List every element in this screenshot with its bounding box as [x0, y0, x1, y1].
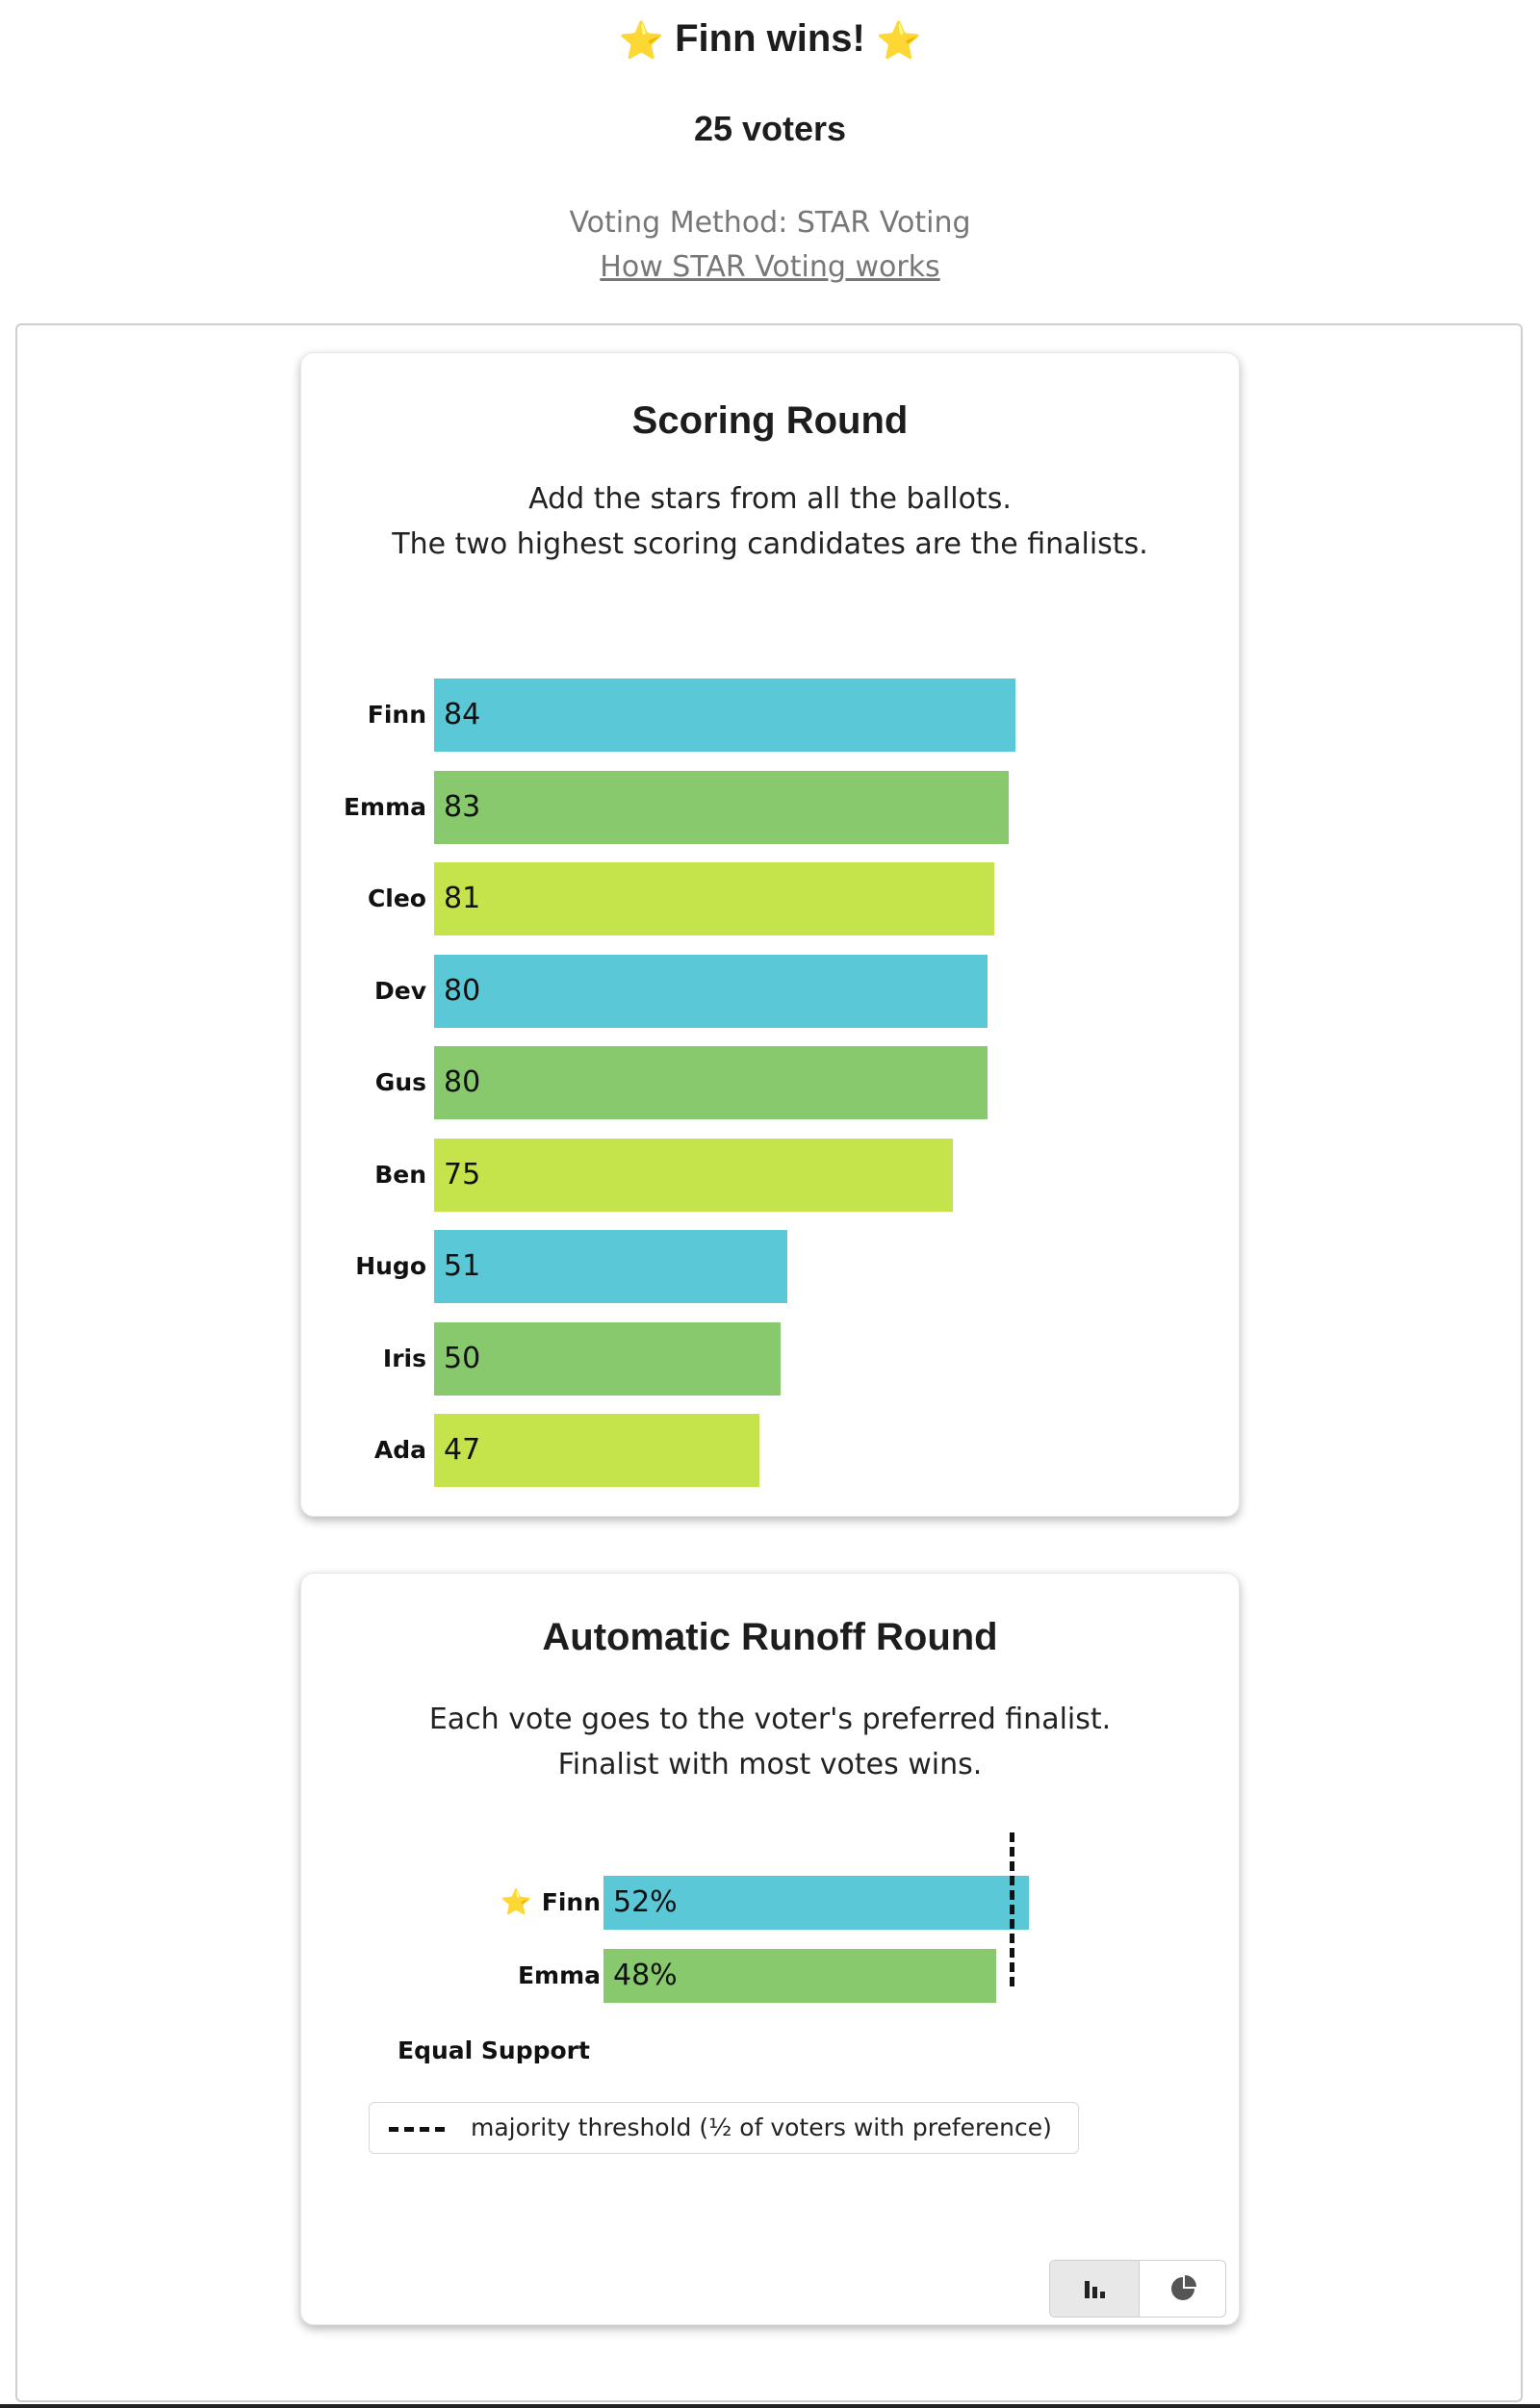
runoff-bar: 52% [603, 1876, 1029, 1930]
finalist-label [518, 1949, 601, 2003]
scoring-desc-line2: The two highest scoring candidates are the finalists. [392, 527, 1148, 561]
winner-title [0, 17, 1540, 63]
runoff-round-title: Automatic Runoff Round [542, 1616, 998, 1658]
finalist-name: Finn [541, 1888, 601, 1916]
score-bar: 81 [434, 862, 994, 935]
candidate-label: Ben [374, 1160, 426, 1189]
scoring-row [301, 1230, 1241, 1303]
runoff-bar: 48% [603, 1949, 996, 2003]
bar-chart-icon [1082, 2277, 1107, 2300]
finalist-name: Emma [517, 1961, 601, 1989]
finalist-label [500, 1876, 601, 1930]
runoff-round-card [300, 1573, 1240, 2325]
score-bar: 50 [434, 1322, 781, 1396]
runoff-row [301, 1949, 1241, 2003]
scoring-row [301, 1322, 1241, 1396]
score-bar: 84 [434, 679, 1015, 752]
dashed-line-icon [389, 2127, 445, 2132]
star-icon: ⭐ [876, 21, 922, 62]
legend-text: majority threshold (½ of voters with preference) [471, 2113, 1052, 2141]
score-bar: 83 [434, 771, 1009, 844]
voting-method: Voting Method: STAR Voting [569, 206, 971, 240]
star-icon: ⭐ [618, 21, 664, 62]
runoff-desc-line1: Each vote goes to the voter's preferred finalist. [428, 1703, 1112, 1736]
scoring-round-card [300, 352, 1240, 1517]
scoring-row [301, 862, 1241, 935]
winner-title-text: Finn wins! [675, 17, 865, 60]
chart-type-toggle [1049, 2260, 1226, 2318]
runoff-round-description [301, 1697, 1239, 1787]
score-bar: 47 [434, 1414, 759, 1487]
footer-divider [0, 2404, 1540, 2408]
candidate-label: Cleo [367, 884, 426, 912]
runoff-row [301, 1876, 1241, 1930]
pie-chart-toggle-button[interactable] [1139, 2261, 1226, 2317]
winner-star-icon: ⭐ [500, 1888, 532, 1917]
scoring-row [301, 1139, 1241, 1212]
equal-support-label: Equal Support [398, 2037, 590, 2064]
bar-chart-toggle-button[interactable] [1050, 2261, 1140, 2317]
candidate-label: Emma [343, 792, 426, 821]
candidate-label: Finn [367, 701, 426, 729]
scoring-round-title: Scoring Round [631, 399, 909, 442]
scoring-desc-line1: Add the stars from all the ballots. [528, 482, 1012, 516]
scoring-round-description [301, 476, 1239, 567]
candidate-label: Dev [373, 976, 426, 1005]
scoring-row [301, 955, 1241, 1028]
scoring-row [301, 1046, 1241, 1119]
how-star-voting-link[interactable]: How STAR Voting works [600, 250, 940, 284]
majority-threshold-line [1010, 1832, 1014, 1986]
how-star-voting-link-wrap [0, 250, 1540, 284]
scoring-row [301, 771, 1241, 844]
candidate-label: Iris [382, 1344, 426, 1372]
candidate-label: Hugo [355, 1252, 426, 1280]
runoff-desc-line2: Finalist with most votes wins. [557, 1748, 983, 1781]
score-bar: 51 [434, 1230, 787, 1303]
candidate-label: Gus [374, 1068, 426, 1096]
score-bar: 80 [434, 1046, 988, 1119]
scoring-row [301, 679, 1241, 752]
score-bar: 75 [434, 1139, 953, 1212]
pie-chart-icon [1168, 2274, 1197, 2303]
candidate-label: Ada [373, 1436, 426, 1464]
scoring-row [301, 1414, 1241, 1487]
threshold-legend [369, 2102, 1079, 2154]
score-bar: 80 [434, 955, 988, 1028]
voter-count: 25 voters [693, 109, 847, 148]
